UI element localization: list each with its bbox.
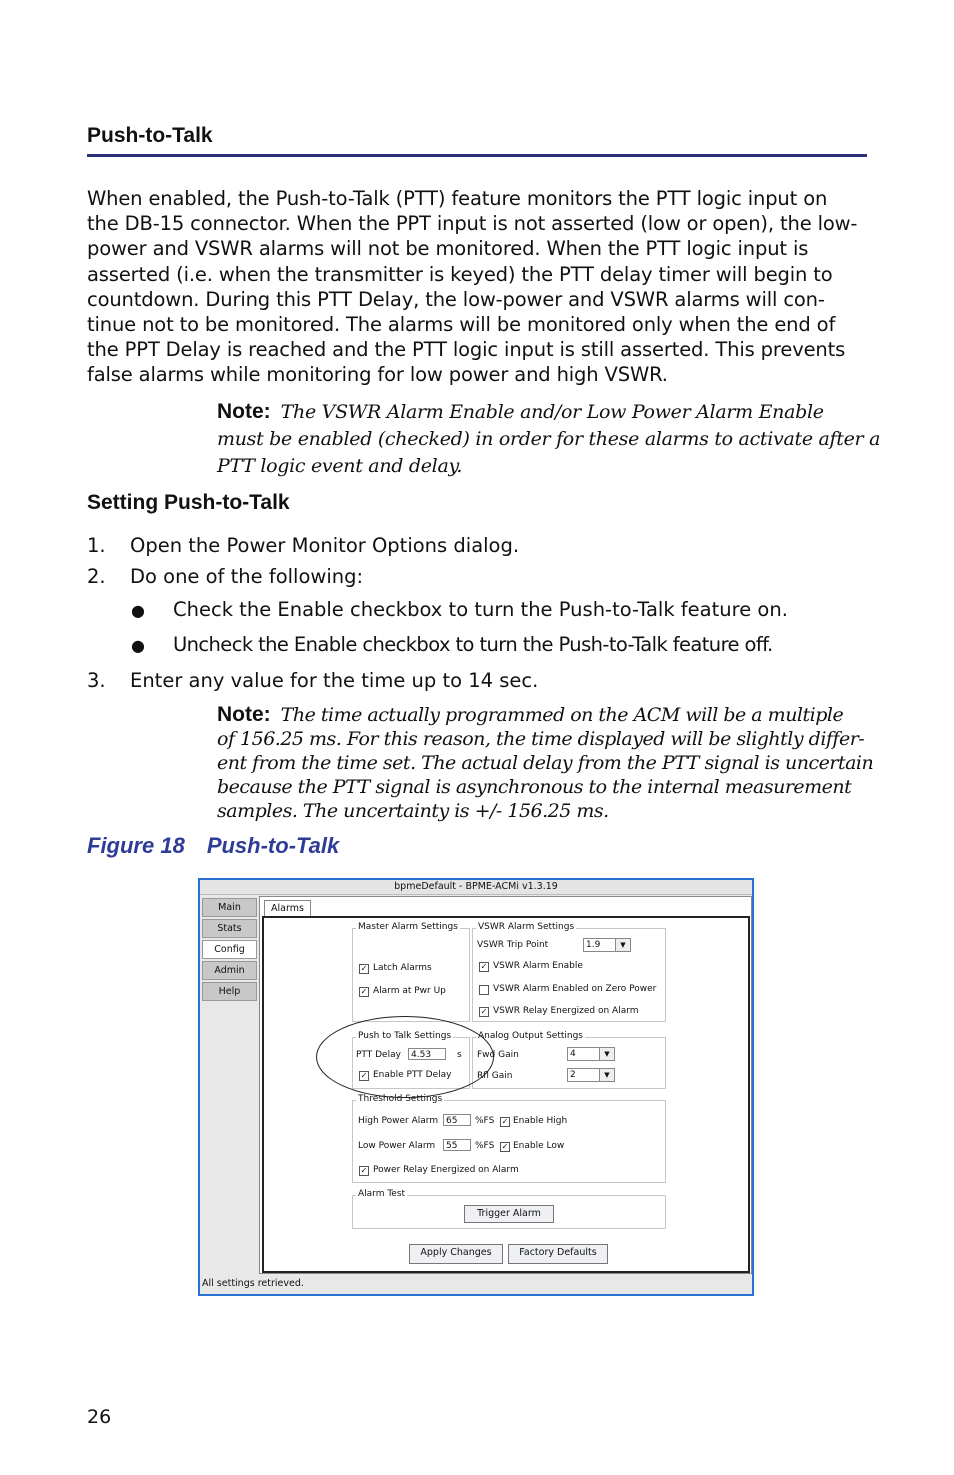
power-relay-checkbox[interactable]: ✓: [360, 1166, 368, 1175]
ptt-delay-label: PTT Delay: [356, 1050, 401, 1060]
power-relay-label: Power Relay Energized on Alarm: [373, 1165, 519, 1175]
alarm-test-group: [352, 1189, 666, 1229]
tab-alarms[interactable]: Alarms: [264, 900, 311, 916]
fwd-gain-label: Fwd Gain: [477, 1050, 519, 1060]
group-title: Alarm Test: [358, 1189, 406, 1199]
chevron-down-icon: ▼: [615, 939, 630, 951]
intro-line: the PPT Delay is reached and the PTT logic input is still asserted. This prevents: [87, 338, 846, 362]
side-tab-help[interactable]: Help: [202, 982, 257, 1001]
chevron-down-icon: ▼: [599, 1069, 614, 1081]
alarm-pwr-up-label: Alarm at Pwr Up: [373, 986, 446, 996]
note-vswr: [217, 398, 881, 480]
note-text: ent from the time set. The actual delay from the PTT signal is uncertain: [217, 752, 874, 774]
figure-caption: Figure 18 Push-to-Talk: [87, 833, 340, 858]
section-title: Push-to-Talk: [87, 124, 213, 147]
factory-defaults-button[interactable]: Factory Defaults: [508, 1244, 608, 1264]
chevron-down-icon: ▼: [599, 1048, 614, 1060]
enable-low-label: Enable Low: [513, 1141, 565, 1151]
intro-line: the DB-15 connector. When the PPT input is not asserted (low or open), the low-: [87, 212, 858, 236]
note-text: PTT logic event and delay.: [217, 455, 463, 477]
ptt-delay-input[interactable]: 4.53: [408, 1048, 446, 1060]
latch-alarms-checkbox[interactable]: ✓: [360, 964, 368, 973]
master-alarm-group: [352, 922, 470, 1022]
vswr-zero-power-checkbox[interactable]: [479, 985, 489, 995]
note-label: Note:: [217, 400, 271, 423]
intro-line: tinue not to be monitored. The alarms will be monitored only when the end of: [87, 313, 836, 337]
section-rule: [87, 154, 867, 157]
side-tab-admin[interactable]: Admin: [202, 961, 257, 980]
side-tab-main[interactable]: Main: [202, 898, 257, 917]
vswr-enable-label: VSWR Alarm Enable: [493, 961, 583, 971]
note-text: because the PTT signal is asynchronous to the internal measurement: [217, 776, 852, 798]
threshold-group: [352, 1094, 666, 1183]
side-tab-config[interactable]: Config: [202, 940, 257, 959]
high-power-input[interactable]: 65: [443, 1114, 471, 1126]
low-power-label: Low Power Alarm: [358, 1141, 436, 1151]
vswr-trip-label: VSWR Trip Point: [477, 940, 549, 950]
bullet-icon: ●: [131, 601, 145, 620]
alarm-pwr-up-checkbox[interactable]: ✓: [360, 987, 368, 996]
intro-line: false alarms while monitoring for low power and high VSWR.: [87, 363, 668, 387]
alarms-panel: [262, 916, 750, 1273]
bullet-check: ● Check the Enable checkbox to turn the Push-to-Talk feature on.: [131, 598, 788, 621]
intro-line: countdown. During this PTT Delay, the low-power and VSWR alarms will con-: [87, 287, 825, 311]
intro-line: When enabled, the Push-to-Talk (PTT) feature monitors the PTT logic input on: [87, 187, 828, 210]
low-power-input[interactable]: 55: [443, 1139, 471, 1151]
enable-ptt-delay-checkbox[interactable]: ✓: [360, 1071, 368, 1080]
step-1: 1. Open the Power Monitor Options dialog.: [87, 534, 520, 557]
analog-output-group: [472, 1031, 666, 1089]
app-window-screenshot: [198, 878, 754, 1296]
vswr-zero-power-label: VSWR Alarm Enabled on Zero Power: [493, 984, 657, 994]
rfl-gain-label: Rfl Gain: [477, 1071, 513, 1081]
subsection-title: Setting Push-to-Talk: [87, 491, 290, 514]
group-title: Master Alarm Settings: [358, 922, 458, 932]
enable-ptt-delay-label: Enable PTT Delay: [373, 1070, 452, 1080]
intro-paragraph: [87, 186, 872, 388]
step-3: 3. Enter any value for the time up to 14 sec.: [87, 669, 539, 692]
status-bar: All settings retrieved.: [202, 1278, 304, 1289]
note-label: Note:: [217, 703, 271, 726]
group-title: VSWR Alarm Settings: [478, 922, 575, 932]
enable-high-checkbox[interactable]: ✓: [501, 1117, 509, 1126]
enable-low-checkbox[interactable]: ✓: [501, 1142, 509, 1151]
intro-line: asserted (i.e. when the transmitter is keyed) the PTT delay timer will begin to: [87, 262, 833, 286]
side-tab-stats[interactable]: Stats: [202, 919, 257, 938]
note-timing: [217, 703, 877, 823]
intro-line: power and VSWR alarms will not be monitored. When the PTT logic input is: [87, 237, 809, 261]
config-pane: [259, 896, 752, 1274]
high-power-label: High Power Alarm: [358, 1116, 439, 1126]
note-text: samples. The uncertainty is +/- 156.25 ms.: [217, 800, 609, 822]
apply-changes-button[interactable]: Apply Changes: [409, 1244, 503, 1264]
note-text: must be enabled (checked) in order for these alarms to activate after a: [217, 428, 881, 450]
vswr-alarm-group: [472, 922, 666, 1022]
low-unit-label: %FS: [475, 1141, 495, 1151]
vswr-relay-label: VSWR Relay Energized on Alarm: [493, 1006, 639, 1016]
bullet-uncheck: ● Uncheck the Enable checkbox to turn the Push-to-Talk feature off.: [131, 633, 773, 656]
ptt-unit-label: s: [457, 1050, 462, 1060]
group-title: Push to Talk Settings: [358, 1031, 452, 1041]
vswr-trip-select[interactable]: 1.9 ▼: [583, 938, 631, 952]
fwd-gain-select[interactable]: 4 ▼: [567, 1047, 615, 1061]
vswr-relay-checkbox[interactable]: ✓: [480, 1007, 488, 1016]
group-title: Threshold Settings: [358, 1094, 443, 1104]
trigger-alarm-button[interactable]: Trigger Alarm: [464, 1205, 554, 1223]
step-2: 2. Do one of the following:: [87, 565, 364, 588]
note-text: of 156.25 ms. For this reason, the time displayed will be slightly differ-: [217, 728, 865, 750]
note-text: The VSWR Alarm Enable and/or Low Power Alarm Enable: [280, 401, 824, 423]
group-title: Analog Output Settings: [478, 1031, 583, 1041]
high-unit-label: %FS: [475, 1116, 495, 1126]
bullet-icon: ●: [131, 636, 145, 655]
note-text: The time actually programmed on the ACM will be a multiple: [280, 704, 844, 726]
highlight-ellipse: [316, 1016, 494, 1098]
latch-alarms-label: Latch Alarms: [373, 963, 432, 973]
page-number: 26: [87, 1406, 112, 1428]
vswr-enable-checkbox[interactable]: ✓: [480, 962, 488, 971]
rfl-gain-select[interactable]: 2 ▼: [567, 1068, 615, 1082]
window-title: bpmeDefault - BPME-ACMi v1.3.19: [200, 880, 752, 895]
enable-high-label: Enable High: [513, 1116, 568, 1126]
